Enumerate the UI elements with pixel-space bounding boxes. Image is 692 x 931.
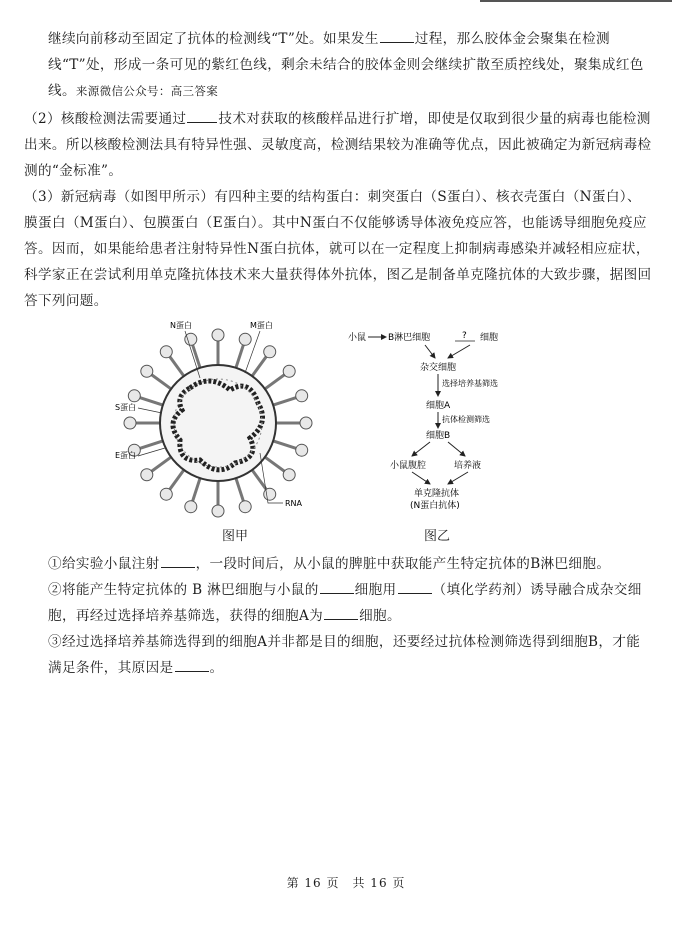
spike-head bbox=[300, 417, 312, 429]
question-2 bbox=[24, 106, 652, 184]
spike-head bbox=[264, 346, 276, 358]
spike-head bbox=[160, 346, 172, 358]
arrow-to-hybrid-left bbox=[425, 345, 435, 358]
flow-hybrid: 杂交细胞 bbox=[420, 363, 457, 373]
flow-medium: 培养液 bbox=[454, 461, 482, 471]
label-n-protein: N蛋白 bbox=[170, 321, 192, 330]
spike-head bbox=[141, 469, 153, 481]
header-rule bbox=[480, 0, 672, 2]
p1-text-a: 继续向前移动至固定了抗体的检测线“T”处。如果发生 bbox=[48, 31, 379, 47]
antibody-flowchart bbox=[330, 318, 560, 518]
flow-cell: 细胞 bbox=[480, 333, 499, 343]
spike-head bbox=[185, 501, 197, 513]
label-rna: RNA bbox=[285, 499, 303, 508]
spike-head bbox=[124, 417, 136, 429]
answer-blank[interactable] bbox=[380, 28, 414, 43]
subquestion-1 bbox=[48, 551, 652, 577]
flow-product-note: (N蛋白抗体) bbox=[410, 501, 460, 511]
arrow-to-abdomen bbox=[412, 442, 430, 456]
spike-head bbox=[239, 501, 251, 513]
sq1-text-a: ①给实验小鼠注射 bbox=[48, 556, 160, 572]
spike-head bbox=[128, 390, 140, 402]
answer-blank[interactable] bbox=[398, 579, 432, 594]
arrow-abdomen-product bbox=[412, 472, 430, 484]
spike-head bbox=[283, 469, 295, 481]
spike-head bbox=[296, 444, 308, 456]
flow-product: 单克隆抗体 bbox=[414, 489, 460, 499]
sq1-text-b: ，一段时间后，从小鼠的脾脏中获取能产生特定抗体的B淋巴细胞。 bbox=[195, 556, 611, 572]
spike-head bbox=[160, 488, 172, 500]
label-m-protein: M蛋白 bbox=[250, 321, 273, 330]
flow-mouse: 小鼠 bbox=[348, 333, 367, 343]
spike-head bbox=[212, 505, 224, 517]
answer-blank[interactable] bbox=[320, 579, 354, 594]
spike-head bbox=[212, 329, 224, 341]
spike-head bbox=[141, 365, 153, 377]
sq3-text-a: ③经过选择培养基筛选得到的细胞A并非都是目的细胞，还要经过抗体检测筛选得到细胞B，才能满足条件，其原因是 bbox=[48, 634, 641, 676]
spike-head bbox=[264, 488, 276, 500]
caption-figure-b: 图乙 bbox=[424, 529, 451, 544]
spike-head bbox=[239, 333, 251, 345]
caption-figure-a: 图甲 bbox=[222, 529, 249, 544]
q3-text: （3）新冠病毒（如图甲所示）有四种主要的结构蛋白：刺突蛋白（S蛋白）、核衣壳蛋白（N蛋白）、膜蛋白（M蛋白）、包膜蛋白（E蛋白）。其中N蛋白不仅能够诱导体液免疫应答，也能诱导细胞免疫应答。因而，如果能给患者注射特异性N蛋白抗体，就可以在一定程度上抑制病毒感染并减轻相应症状，科学家正在尝试利用单克隆抗体技术来大量获得体外抗体，图乙是制备单克隆抗体的大致步骤，据图回答下列问题。 bbox=[24, 189, 652, 309]
sq3-text-b: 。 bbox=[209, 660, 224, 676]
flow-step-screen: 抗体检测筛选 bbox=[442, 415, 490, 424]
flow-step-select: 选择培养基筛选 bbox=[442, 379, 498, 388]
answer-blank[interactable] bbox=[175, 657, 209, 672]
answer-blank[interactable] bbox=[324, 605, 358, 620]
answer-blank[interactable] bbox=[187, 108, 217, 123]
question-3 bbox=[24, 184, 652, 314]
arrow-medium-product bbox=[448, 472, 468, 484]
sq2-text-a: ②将能产生特定抗体的 B 淋巴细胞与小鼠的 bbox=[48, 582, 319, 598]
sq2-text-c: （填化学药剂）诱导融合成杂交细胞，再经过选择培养基筛选，获得的细胞A为 bbox=[48, 582, 642, 624]
leader-s bbox=[138, 408, 162, 413]
flow-cell-a: 细胞A bbox=[426, 401, 451, 411]
subquestion-2 bbox=[48, 577, 652, 629]
q2-text-a: （2）核酸检测法需要通过 bbox=[24, 111, 187, 127]
sq2-text-b: 细胞用 bbox=[354, 582, 397, 598]
virus-structure-figure bbox=[100, 318, 335, 518]
flow-bcell: B淋巴细胞 bbox=[388, 333, 431, 343]
spike-head bbox=[296, 390, 308, 402]
flow-unknown: ? bbox=[462, 331, 467, 341]
subquestion-3 bbox=[48, 629, 652, 681]
arrow-to-hybrid-right bbox=[448, 345, 470, 358]
page-footer: 第 16 页 共 16 页 bbox=[286, 876, 406, 890]
answer-blank[interactable] bbox=[161, 553, 195, 568]
label-s-protein: S蛋白 bbox=[115, 403, 137, 412]
label-e-protein: E蛋白 bbox=[115, 451, 137, 460]
source-note: 来源微信公众号：高三答案 bbox=[75, 84, 219, 98]
flow-cell-b: 细胞B bbox=[426, 431, 451, 441]
virus-envelope bbox=[160, 365, 276, 481]
spike-head bbox=[283, 365, 295, 377]
q2-text-b: 技术对获取的核酸样品进行扩增，即使是仅取到很少量的病毒也能检测出来。所以核酸检测法具有特异性强、灵敏度高，检测结果较为准确等优点，因此被确定为新冠病毒检测的“金标准”。 bbox=[24, 111, 652, 179]
arrow-to-medium bbox=[448, 442, 465, 456]
sq2-text-d: 细胞。 bbox=[359, 608, 401, 624]
flow-abdomen: 小鼠腹腔 bbox=[390, 461, 427, 471]
paragraph-continuation bbox=[48, 26, 648, 104]
p1-text-b: 过程，那么胶体金会聚集在检测线“T”处，形成一条可见的紫红色线，剩余未结合的胶体金则会继续扩散至质控线处，聚集成红色线。 bbox=[48, 31, 644, 99]
